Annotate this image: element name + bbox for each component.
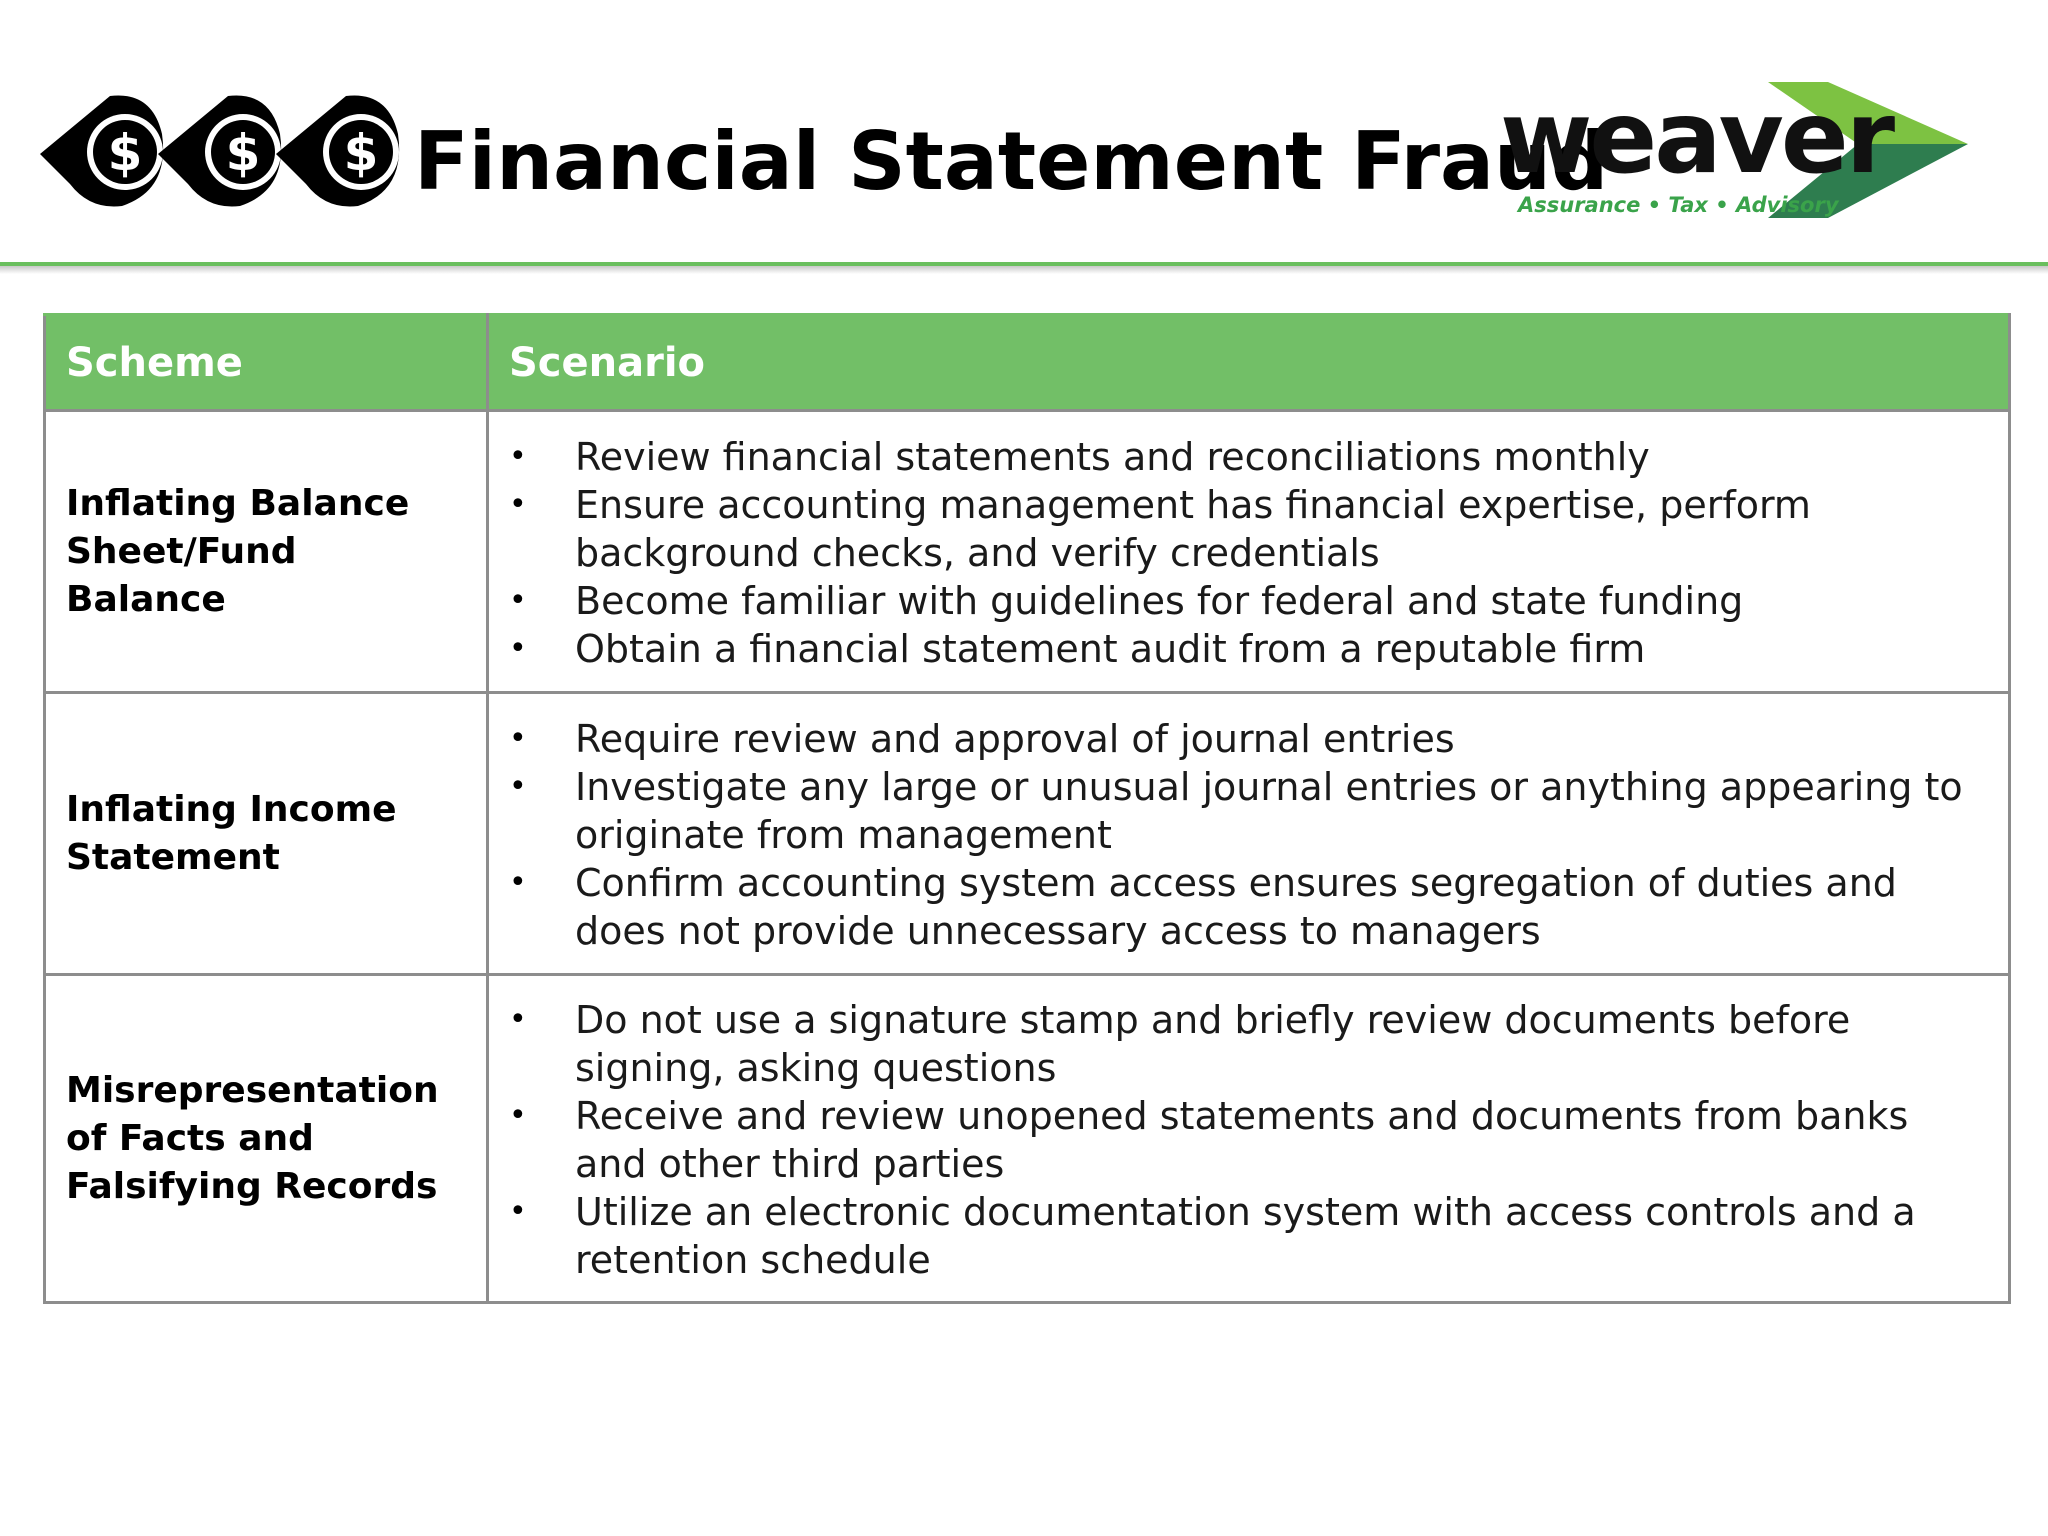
bullet-icon: •	[509, 1001, 527, 1037]
header-divider-shadow	[0, 266, 2048, 274]
scheme-cell: Inflating Income Statement	[45, 693, 488, 975]
slide-header	[0, 0, 2048, 262]
list-item	[509, 715, 1990, 763]
bullet-icon: •	[509, 486, 527, 522]
scenario-cell	[488, 411, 2010, 693]
list-item-text: Receive and review unopened statements and documents from banks and other third parties	[575, 1093, 1909, 1186]
page-title: Financial Statement Fraud	[414, 115, 1609, 208]
scenario-cell	[488, 975, 2010, 1303]
svg-text:$: $	[343, 124, 379, 182]
logo-wordmark: weaver	[1500, 79, 1893, 196]
money-eye-icons	[40, 86, 410, 216]
bullet-icon: •	[509, 582, 527, 618]
bullet-icon: •	[509, 630, 527, 666]
list-item	[509, 1092, 1990, 1188]
svg-text:$: $	[225, 124, 261, 182]
bullet-icon: •	[509, 720, 527, 756]
list-item	[509, 996, 1990, 1092]
list-item	[509, 577, 1990, 625]
money-eye-icon	[158, 95, 281, 206]
table-row	[45, 411, 2010, 693]
list-item-text: Utilize an electronic documentation system with access controls and a retention schedule	[575, 1189, 1916, 1282]
bullet-icon: •	[509, 438, 527, 474]
scenario-list	[509, 996, 1990, 1284]
list-item-text: Obtain a financial statement audit from a reputable firm	[575, 626, 1646, 671]
table-header-row	[45, 315, 2010, 411]
table-row	[45, 693, 2010, 975]
scenario-list	[509, 715, 1990, 955]
weaver-logo	[1490, 78, 1970, 228]
list-item	[509, 433, 1990, 481]
fraud-scheme-table	[43, 313, 2011, 1304]
list-item	[509, 859, 1990, 955]
column-header-scenario: Scenario	[488, 315, 2010, 411]
bullet-icon: •	[509, 1193, 527, 1229]
bullet-icon: •	[509, 1097, 527, 1133]
list-item-text: Do not use a signature stamp and briefly review documents before signing, asking questions	[575, 997, 1851, 1090]
bullet-icon: •	[509, 864, 527, 900]
list-item-text: Become familiar with guidelines for federal and state funding	[575, 578, 1744, 623]
list-item	[509, 481, 1990, 577]
list-item-text: Confirm accounting system access ensures segregation of duties and does not provide unnecessary access to managers	[575, 860, 1897, 953]
list-item	[509, 625, 1990, 673]
bullet-icon: •	[509, 768, 527, 804]
list-item-text: Review financial statements and reconciliations monthly	[575, 434, 1650, 479]
scenario-cell	[488, 693, 2010, 975]
table-row	[45, 975, 2010, 1303]
svg-text:$: $	[107, 124, 143, 182]
scenario-list	[509, 433, 1990, 673]
money-eye-icon	[276, 95, 399, 206]
logo-tagline: Assurance • Tax • Advisory	[1518, 193, 1839, 217]
money-eye-icon	[40, 95, 163, 206]
scheme-cell: Misrepresentation of Facts and Falsifying Records	[45, 975, 488, 1303]
scheme-cell: Inflating Balance Sheet/Fund Balance	[45, 411, 488, 693]
list-item	[509, 1188, 1990, 1284]
list-item-text: Require review and approval of journal entries	[575, 716, 1455, 761]
column-header-scheme: Scheme	[45, 315, 488, 411]
list-item-text: Ensure accounting management has financial expertise, perform background checks, and verify credentials	[575, 482, 1811, 575]
list-item	[509, 763, 1990, 859]
list-item-text: Investigate any large or unusual journal entries or anything appearing to originate from management	[575, 764, 1963, 857]
